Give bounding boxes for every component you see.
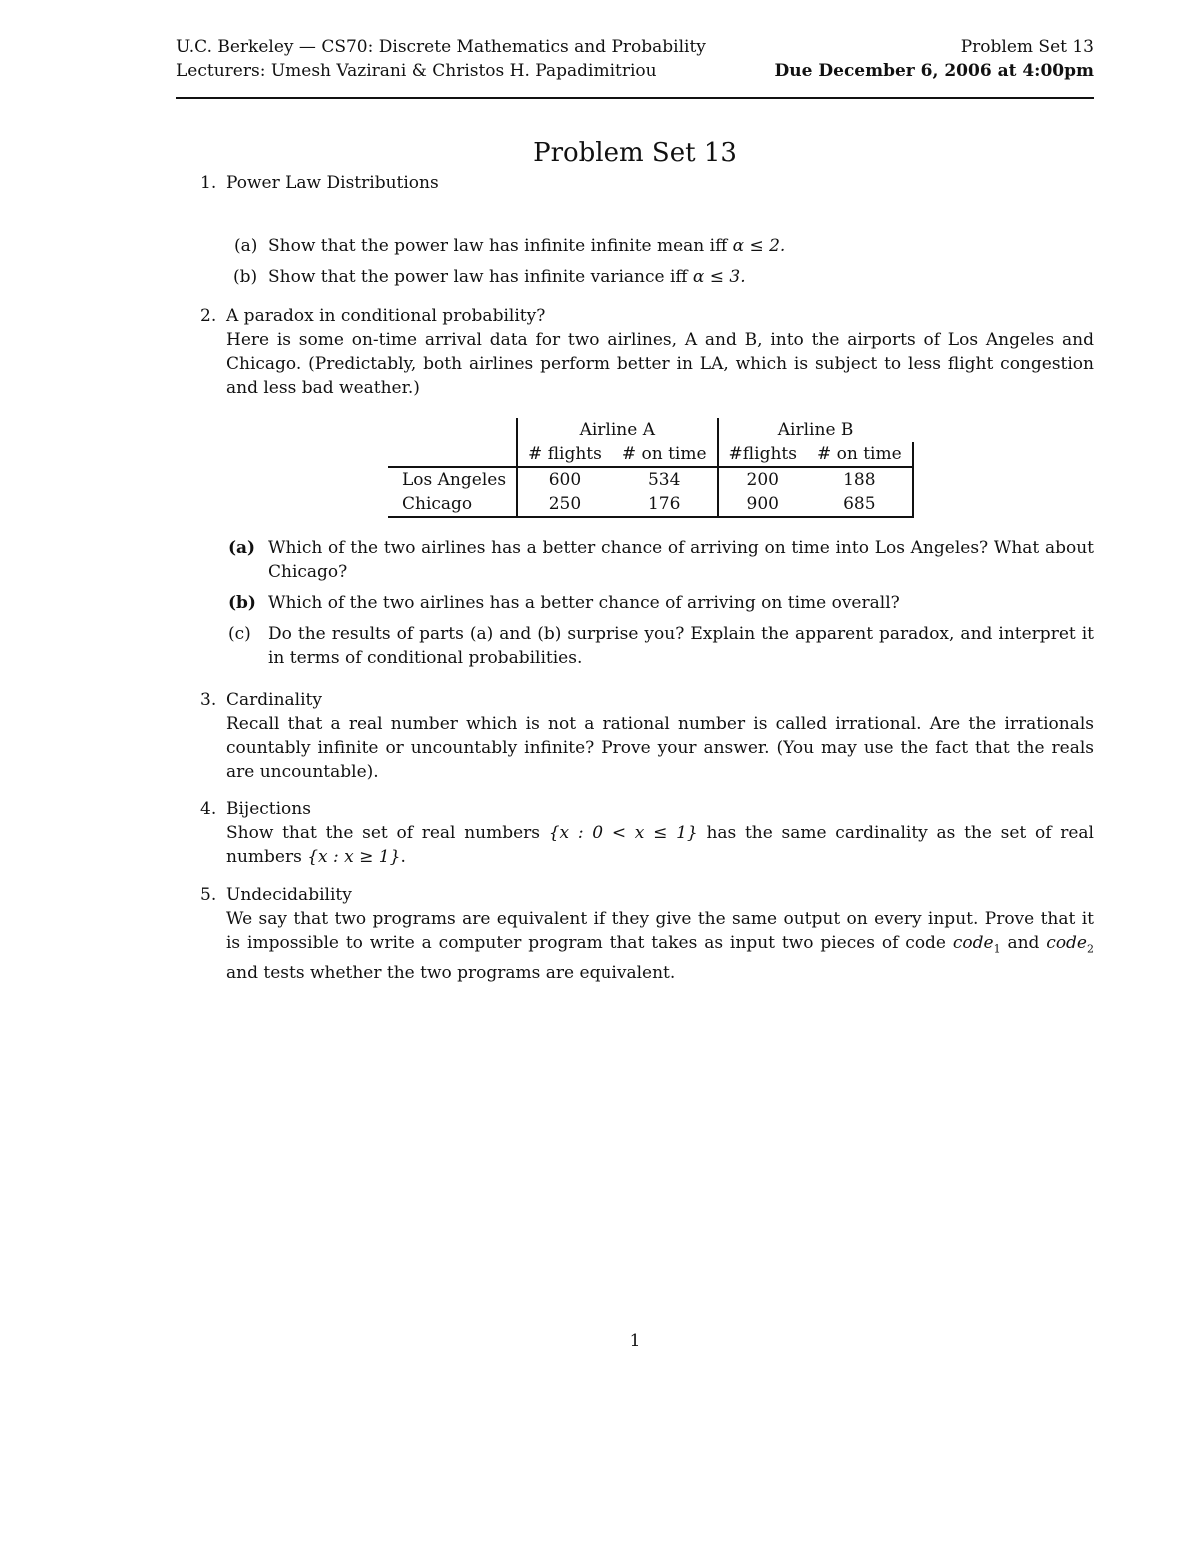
problem-1a-text xyxy=(268,234,1094,258)
cell-b-flights: 200 xyxy=(746,470,779,490)
problem-3-title: Cardinality xyxy=(226,690,322,710)
problem-2a-text: Which of the two airlines has a better chance of arriving on time into Los Angeles? What about Chicago? xyxy=(268,538,1094,582)
problem-2b-text: Which of the two airlines has a better chance of arriving on time overall? xyxy=(268,593,900,613)
course-title: U.C. Berkeley — CS70: Discrete Mathematics and Probability xyxy=(176,37,706,57)
problem-2-number: 2. xyxy=(200,306,217,326)
cell-a-ontime: 176 xyxy=(612,492,718,517)
table-header-airlines xyxy=(388,418,913,442)
problem-1b-math: α ≤ 3. xyxy=(692,267,746,287)
problem-5-text-3: and tests whether the two programs are equivalent. xyxy=(226,963,676,984)
table-corner-2 xyxy=(388,442,517,467)
airline-a-header: Airline A xyxy=(517,418,718,442)
problem-2a-label: (a) xyxy=(228,538,256,558)
cell-b-flights: 900 xyxy=(718,492,807,517)
due-date: Due December 6, 2006 at 4:00pm xyxy=(774,61,1094,81)
table-header-columns xyxy=(388,442,913,467)
header-line-1 xyxy=(176,35,1094,59)
col-flights-b: #flights xyxy=(718,442,807,467)
airline-table xyxy=(388,418,914,518)
header-rule xyxy=(176,97,1094,99)
cell-b-ontime: 685 xyxy=(807,492,913,517)
problem-2-title: A paradox in conditional probability? xyxy=(226,306,546,326)
cell-b-ontime: 188 xyxy=(807,467,913,492)
problem-4-text-1: Show that the set of real numbers xyxy=(226,823,549,843)
problem-4-set-2: {x : x ≥ 1} xyxy=(307,847,401,867)
problem-4-body xyxy=(226,821,1094,869)
problem-2c-text: Do the results of parts (a) and (b) surprise you? Explain the apparent paradox, and interpret it in terms of conditional probabilities. xyxy=(268,624,1094,668)
table-row xyxy=(388,492,913,517)
problem-1-title: Power Law Distributions xyxy=(226,173,439,193)
table-row xyxy=(388,467,913,492)
problem-1-number: 1. xyxy=(200,173,217,193)
problem-3-body: Recall that a real number which is not a rational number is called irrational. Are the irrationals countably infinite or uncountably infinite? Prove your answer. (You may use the fact that the reals are uncountable). xyxy=(226,714,1094,782)
problem-4-set-1: {x : 0 < x ≤ 1} xyxy=(548,823,698,843)
problem-5-body xyxy=(226,907,1094,985)
problem-3-number: 3. xyxy=(200,690,217,710)
page-title: Problem Set 13 xyxy=(533,138,737,168)
col-flights-a: # flights xyxy=(517,442,612,467)
problem-1a-math: α ≤ 2. xyxy=(732,236,786,256)
row-city: Los Angeles xyxy=(388,467,517,492)
problem-5-sub-1: 1 xyxy=(993,942,1001,956)
cell-a-ontime: 534 xyxy=(612,467,718,492)
problem-2c-label: (c) xyxy=(228,624,251,644)
cell-a-flights: 250 xyxy=(517,492,612,517)
problem-set-label: Problem Set 13 xyxy=(960,37,1094,57)
problem-5-code-1: code xyxy=(952,933,994,953)
problem-2-body: Here is some on-time arrival data for two airlines, A and B, into the airports of Los Angeles and Chicago. (Predictably, both airlines perform better in LA, which is subject to less flight congestion and less bad weather.) xyxy=(226,330,1094,398)
row-city: Chicago xyxy=(388,492,517,517)
problem-5-code-2: code xyxy=(1046,933,1087,953)
problem-4-text-3: . xyxy=(400,847,406,867)
header-line-2 xyxy=(176,59,1094,83)
problem-1a-body: Show that the power law has infinite infinite mean iff xyxy=(268,236,733,256)
problem-5-title: Undecidability xyxy=(226,885,352,905)
problem-1b-body: Show that the power law has infinite variance iff xyxy=(268,267,693,287)
problem-1b-text xyxy=(268,265,1094,289)
problem-5-text-1: We say that two programs are equivalent if they give the same output on every input. Prove that it is impossible to write a computer program that takes as input two pieces of code xyxy=(226,909,1094,953)
problem-4-text-2: has the same cardinality as the set of real numbers xyxy=(226,823,1094,867)
problem-5-text-2: and xyxy=(1000,933,1047,953)
problem-1a-label: (a) xyxy=(234,236,258,256)
cell-a-flights: 600 xyxy=(548,470,582,490)
problem-4-number: 4. xyxy=(200,799,217,819)
problem-2b-label: (b) xyxy=(228,593,256,613)
table-corner xyxy=(388,418,517,442)
lecturers: Lecturers: Umesh Vazirani & Christos H. Papadimitriou xyxy=(176,61,657,81)
page-number: 1 xyxy=(629,1331,641,1351)
col-ontime-b: # on time xyxy=(807,442,913,467)
problem-4-title: Bijections xyxy=(226,799,311,819)
problem-1b-label: (b) xyxy=(233,267,258,287)
col-ontime-a: # on time xyxy=(612,442,718,467)
problem-5-sub-2: 2 xyxy=(1087,942,1094,956)
problem-5-number: 5. xyxy=(200,885,217,905)
airline-b-header: Airline B xyxy=(777,420,854,440)
